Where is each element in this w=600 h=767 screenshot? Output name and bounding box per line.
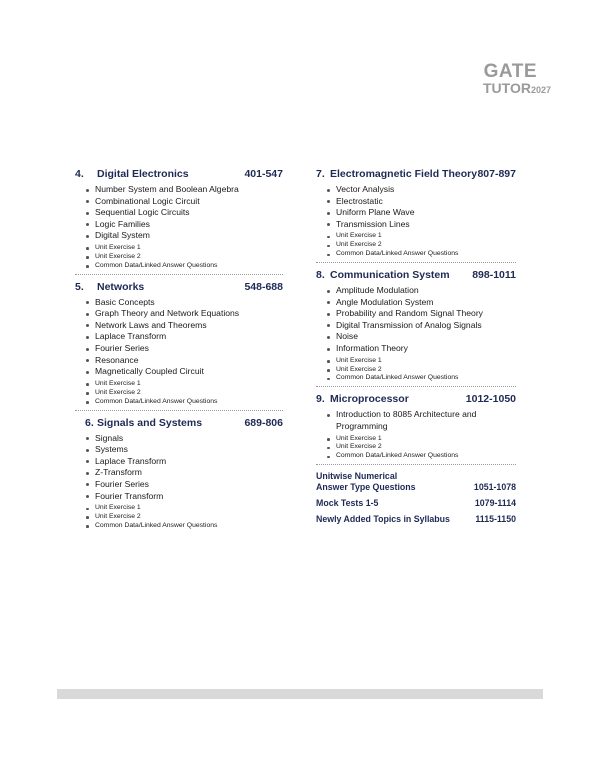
unit-number: 6. <box>85 416 94 429</box>
unit-number: 9. <box>316 393 325 406</box>
topic-item[interactable]: Transmission Lines <box>336 219 516 231</box>
exercise-item[interactable]: Unit Exercise 2 <box>336 443 516 452</box>
divider <box>316 464 516 465</box>
newly-added-title: Newly Added Topics in Syllabus <box>316 514 450 525</box>
exercise-item[interactable]: Common Data/Linked Answer Questions <box>95 262 283 271</box>
topic-item[interactable]: Vector Analysis <box>336 184 516 196</box>
unit-pages: 689-806 <box>244 416 283 429</box>
unit-title: Digital Electronics <box>97 168 189 180</box>
topic-item[interactable]: Logic Families <box>95 219 283 231</box>
unit-number: 8. <box>316 269 325 282</box>
topic-list <box>316 409 516 432</box>
topic-item[interactable]: Angle Modulation System <box>336 297 516 309</box>
numerical-questions-row[interactable] <box>316 471 516 482</box>
exercise-item[interactable]: Unit Exercise 1 <box>336 232 516 241</box>
topic-item[interactable]: Fourier Series <box>95 479 283 491</box>
logo-line2 <box>483 81 551 95</box>
unit-communication-system <box>316 269 516 387</box>
divider <box>75 274 283 275</box>
unit-heading[interactable] <box>75 281 283 297</box>
topic-item[interactable]: Amplitude Modulation <box>336 285 516 297</box>
unit-title: Microprocessor <box>330 393 409 406</box>
topic-item[interactable]: Signals <box>95 433 283 445</box>
topic-item[interactable]: Z-Transform <box>95 467 283 479</box>
topic-item[interactable]: Noise <box>336 331 516 343</box>
divider <box>316 262 516 263</box>
mock-tests-pages: 1079-1114 <box>474 498 516 509</box>
unit-heading[interactable] <box>75 168 283 184</box>
divider <box>75 410 283 411</box>
exercise-list <box>75 380 283 407</box>
footer-bar <box>57 689 543 699</box>
unit-number: 4. <box>75 168 84 180</box>
exercise-list <box>85 504 283 531</box>
exercise-list <box>316 435 516 462</box>
topic-item[interactable]: Probability and Random Signal Theory <box>336 308 516 320</box>
exercise-item[interactable]: Common Data/Linked Answer Questions <box>95 398 283 407</box>
unit-pages: 401-547 <box>244 168 283 180</box>
exercise-list <box>75 244 283 271</box>
unit-heading[interactable] <box>316 269 516 285</box>
unit-heading[interactable] <box>316 393 516 409</box>
topic-item[interactable]: Information Theory <box>336 343 516 355</box>
topic-item[interactable]: Laplace Transform <box>95 456 283 468</box>
topic-item[interactable]: Digital System <box>95 230 283 242</box>
unit-pages: 807-897 <box>477 168 516 180</box>
numerical-pages: 1051-1078 <box>473 482 516 493</box>
unit-heading[interactable] <box>85 417 283 433</box>
logo-tutor-text: TUTOR <box>483 80 531 96</box>
topic-item[interactable]: Basic Concepts <box>95 297 283 309</box>
mock-tests-title: Mock Tests 1-5 <box>316 498 379 509</box>
unit-title: Electromagnetic Field Theory <box>330 168 478 180</box>
topic-list <box>316 184 516 230</box>
newly-added-pages: 1115-1150 <box>475 514 516 525</box>
topic-list <box>316 285 516 355</box>
exercise-item[interactable]: Unit Exercise 1 <box>95 504 283 513</box>
numerical-questions-row-2[interactable] <box>316 482 516 493</box>
exercise-item[interactable]: Common Data/Linked Answer Questions <box>95 522 283 531</box>
unit-digital-electronics <box>75 168 283 275</box>
unit-title: Networks <box>97 280 145 293</box>
divider <box>316 386 516 387</box>
exercise-item[interactable]: Unit Exercise 2 <box>95 389 283 398</box>
topic-item[interactable]: Resonance <box>95 355 283 367</box>
unit-electromagnetic-field-theory <box>316 168 516 263</box>
unit-signals-and-systems <box>75 417 283 531</box>
unit-title: Signals and Systems <box>97 416 203 429</box>
mock-tests-row[interactable] <box>316 498 516 509</box>
topic-item[interactable]: Combinational Logic Circuit <box>95 196 283 208</box>
unit-pages: 1012-1050 <box>465 393 516 406</box>
exercise-item[interactable]: Unit Exercise 2 <box>336 241 516 250</box>
exercise-item[interactable]: Unit Exercise 1 <box>95 244 283 253</box>
left-column <box>75 168 283 535</box>
topic-item[interactable]: Digital Transmission of Analog Signals <box>336 320 516 332</box>
newly-added-topics-row[interactable] <box>316 514 516 525</box>
topic-item[interactable]: Systems <box>95 444 283 456</box>
topic-item[interactable]: Graph Theory and Network Equations <box>95 308 283 320</box>
gate-tutor-logo <box>483 62 551 95</box>
unit-microprocessor <box>316 393 516 465</box>
unit-pages: 898-1011 <box>472 269 516 282</box>
topic-item[interactable]: Network Laws and Theorems <box>95 320 283 332</box>
topic-list <box>75 297 283 378</box>
topic-item[interactable]: Electrostatic <box>336 196 516 208</box>
numerical-title-line1: Unitwise Numerical <box>316 471 398 482</box>
topic-item[interactable]: Fourier Series <box>95 343 283 355</box>
exercise-item[interactable]: Unit Exercise 1 <box>336 435 516 444</box>
topic-list <box>85 433 283 503</box>
topic-item[interactable]: Fourier Transform <box>95 491 283 503</box>
topic-list <box>75 184 283 242</box>
exercise-item[interactable]: Common Data/Linked Answer Questions <box>336 452 516 461</box>
topic-item[interactable]: Introduction to 8085 Architecture and Programming <box>336 409 506 432</box>
exercise-item[interactable]: Unit Exercise 2 <box>95 513 283 522</box>
numerical-title-line2: Answer Type Questions <box>316 482 416 493</box>
exercise-list <box>316 232 516 259</box>
unit-heading[interactable] <box>316 168 516 184</box>
exercise-list <box>316 357 516 384</box>
topic-item[interactable]: Number System and Boolean Algebra <box>95 184 283 196</box>
exercise-item[interactable]: Common Data/Linked Answer Questions <box>336 374 516 383</box>
exercise-item[interactable]: Unit Exercise 2 <box>336 366 516 375</box>
exercise-item[interactable]: Unit Exercise 1 <box>336 357 516 366</box>
topic-item[interactable]: Sequential Logic Circuits <box>95 207 283 219</box>
topic-item[interactable]: Laplace Transform <box>95 331 283 343</box>
unit-networks <box>75 281 283 411</box>
logo-year: 2027 <box>530 85 551 95</box>
unit-title: Communication System <box>330 269 450 282</box>
topic-item[interactable]: Uniform Plane Wave <box>336 207 516 219</box>
unit-number: 5. <box>75 280 84 293</box>
exercise-item[interactable]: Unit Exercise 2 <box>95 253 283 262</box>
extra-sections <box>316 471 516 525</box>
exercise-item[interactable]: Common Data/Linked Answer Questions <box>336 250 516 259</box>
unit-number: 7. <box>316 168 325 180</box>
exercise-item[interactable]: Unit Exercise 1 <box>95 380 283 389</box>
logo-line1: GATE <box>483 61 537 82</box>
right-column <box>316 168 516 525</box>
unit-pages: 548-688 <box>244 280 283 293</box>
topic-item[interactable]: Magnetically Coupled Circuit <box>95 366 283 378</box>
